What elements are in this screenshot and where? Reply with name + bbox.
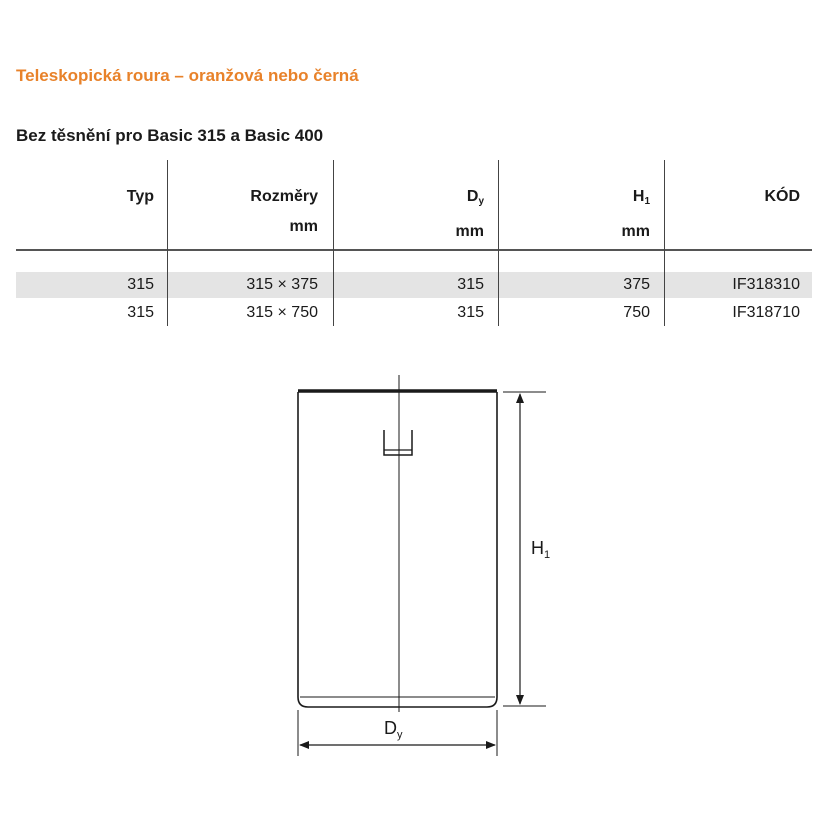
header-rozmery-label: Rozměry [250,188,318,205]
header-dy-unit: mm [455,223,484,240]
header-dy-subscript: y [478,196,484,207]
header-kod-label: KÓD [764,188,800,205]
cell-kod: IF318710 [732,304,800,321]
h1-label [531,538,550,561]
header-h1-label: H [632,188,645,205]
cell-h1: 750 [623,304,650,321]
cell-dy: 315 [457,304,484,321]
header-h1-unit: mm [621,223,650,240]
cell-typ: 315 [127,276,154,293]
cell-h1: 375 [623,276,650,293]
page-title: Teleskopická roura – oranžová nebo černá [16,66,359,85]
cell-rozmery: 315 × 375 [246,276,318,293]
header-h1-subscript: 1 [644,196,650,207]
bracket-symbol [384,430,412,455]
cell-typ: 315 [127,304,154,321]
cell-rozmery: 315 × 750 [246,304,318,321]
h1-label-subscript: 1 [544,549,551,561]
section-subtitle: Bez těsnění pro Basic 315 a Basic 400 [16,126,324,145]
dy-label [384,718,403,741]
cell-dy: 315 [457,276,484,293]
cell-kod: IF318310 [732,276,800,293]
h1-label-main: H [531,538,544,558]
dy-label-main: D [384,718,397,738]
pipe-outline [298,392,497,707]
dy-label-subscript: y [397,729,403,741]
header-dy-label: D [466,188,479,205]
header-rozmery-unit: mm [289,218,318,235]
header-typ-label: Typ [126,188,154,205]
